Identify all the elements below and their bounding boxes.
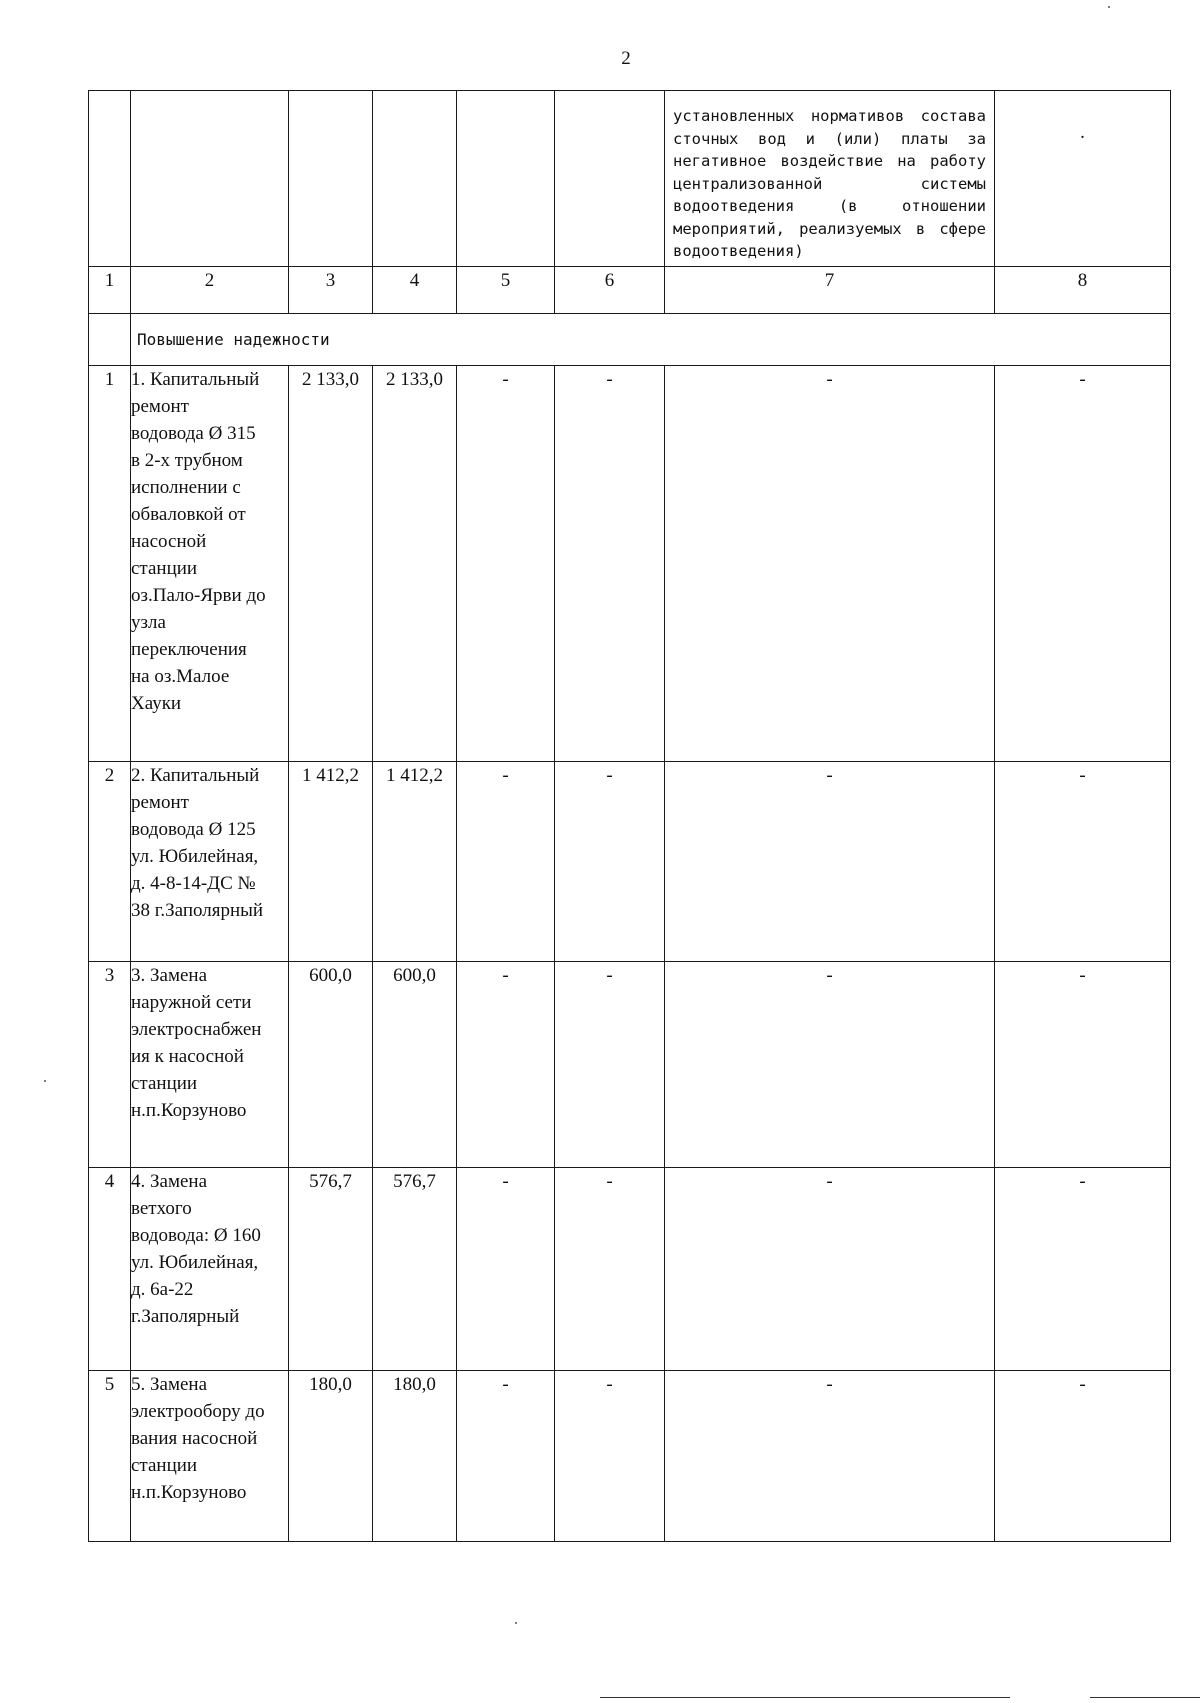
description-line: 2. Капитальный [131,765,260,786]
column-number: 7 [665,267,995,314]
description-line: станции [131,1455,198,1476]
cont-cell-8 [995,91,1171,267]
description-line: 3. Замена [131,965,208,986]
description-line: вания насосной [131,1428,258,1449]
description-line: станции [131,1073,198,1094]
column-number: 6 [555,267,665,314]
page-number: 2 [621,48,631,69]
description-line: на оз.Малое [131,666,230,687]
col7-value: - [665,366,995,762]
column-number: 4 [373,267,457,314]
description-line: переключения [131,639,247,660]
col6-value: - [555,366,665,762]
row-description [131,1168,289,1371]
description-line: электроснабжен [131,1019,262,1040]
col7-value: - [665,762,995,962]
section-title: Повышение надежности [131,314,1171,366]
column-number: 8 [995,267,1171,314]
description-line: водовода Ø 125 [131,819,256,840]
col6-value: - [555,1371,665,1542]
continuation-line: негативное воздействие на работу [673,152,986,170]
description-line: водовода: Ø 160 [131,1225,261,1246]
measure-row [89,366,1171,762]
column-number: 3 [289,267,373,314]
scan-speck [44,1080,46,1082]
row-description [131,962,289,1168]
description-line: 4. Замена [131,1171,208,1192]
cost-year: 2 133,0 [373,366,457,762]
continuation-text [665,91,995,267]
column-number: 1 [89,267,131,314]
cost-total: 576,7 [289,1168,373,1371]
cost-total: 1 412,2 [289,762,373,962]
row-index: 3 [89,962,131,1168]
cont-cell-2 [131,91,289,267]
col7-value: - [665,1168,995,1371]
measure-row [89,1371,1171,1542]
description-line: Хауки [131,693,182,714]
description-line: н.п.Корзуново [131,1100,247,1121]
description-line: насосной [131,531,207,552]
continuation-line: водоотведения (в отношении [673,197,986,215]
cost-year: 1 412,2 [373,762,457,962]
scan-line [600,1697,1010,1698]
description-line: ул. Юбилейная, [131,846,259,867]
col5-value: - [457,1168,555,1371]
cost-total: 180,0 [289,1371,373,1542]
col5-value: - [457,962,555,1168]
col5-value: - [457,1371,555,1542]
col5-value: - [457,762,555,962]
col8-value: - [995,962,1171,1168]
section-row [89,314,1171,366]
cost-total: 600,0 [289,962,373,1168]
scan-speck [515,1622,517,1624]
scan-speck [1108,6,1110,8]
measure-row [89,962,1171,1168]
description-line: н.п.Корзуново [131,1482,247,1503]
col6-value: - [555,962,665,1168]
col7-value: - [665,1371,995,1542]
cost-total: 2 133,0 [289,366,373,762]
description-line: ул. Юбилейная, [131,1252,259,1273]
cont-cell-5 [457,91,555,267]
description-line: д. 6а-22 [131,1279,194,1300]
description-line: 5. Замена [131,1374,208,1395]
cost-year: 576,7 [373,1168,457,1371]
description-line: 1. Капитальный [131,369,260,390]
cont-cell-6 [555,91,665,267]
cost-year: 180,0 [373,1371,457,1542]
description-line: ветхого [131,1198,192,1219]
description-line: оз.Пало-Ярви до [131,585,266,606]
continuation-line: централизованной системы [673,174,986,193]
row-description [131,366,289,762]
row-description [131,762,289,962]
col8-value: - [995,762,1171,962]
description-line: ремонт [131,396,189,417]
description-line: ремонт [131,792,189,813]
continuation-line: установленных нормативов состава [673,107,986,125]
cont-cell-3 [289,91,373,267]
col6-value: - [555,1168,665,1371]
description-line: ия к насосной [131,1046,244,1067]
column-number-row [89,267,1171,314]
measure-row [89,1168,1171,1371]
description-line: д. 4-8-14-ДС № [131,873,256,894]
description-line: водовода Ø 315 [131,423,256,444]
description-line: обваловкой от [131,504,246,525]
col6-value: - [555,762,665,962]
description-line: г.Заполярный [131,1306,240,1327]
continuation-row [89,91,1171,267]
col8-value: - [995,1168,1171,1371]
description-line: электрообору до [131,1401,265,1422]
measures-body [89,366,1171,1542]
description-line: наружной сети [131,992,252,1013]
col7-value: - [665,962,995,1168]
section-index-cell [89,314,131,366]
description-line: в 2-х трубном [131,450,243,471]
measures-table [88,90,1171,1542]
continuation-line: сточных вод и (или) платы за [673,129,986,148]
description-line: станции [131,558,198,579]
row-index: 4 [89,1168,131,1371]
cont-cell-1 [89,91,131,267]
row-index: 1 [89,366,131,762]
continuation-line: водоотведения) [673,242,804,260]
row-index: 2 [89,762,131,962]
row-description [131,1371,289,1542]
col8-value: - [995,366,1171,762]
column-number: 2 [131,267,289,314]
row-index: 5 [89,1371,131,1542]
cont-cell-4 [373,91,457,267]
cost-year: 600,0 [373,962,457,1168]
col5-value: - [457,366,555,762]
stray-mark: . [1080,122,1085,143]
description-line: 38 г.Заполярный [131,900,264,921]
description-line: исполнении с [131,477,241,498]
continuation-line: мероприятий, реализуемых в сфере [673,219,986,238]
measure-row [89,762,1171,962]
col8-value: - [995,1371,1171,1542]
description-line: узла [131,612,166,633]
scan-line [1090,1697,1200,1698]
column-number: 5 [457,267,555,314]
